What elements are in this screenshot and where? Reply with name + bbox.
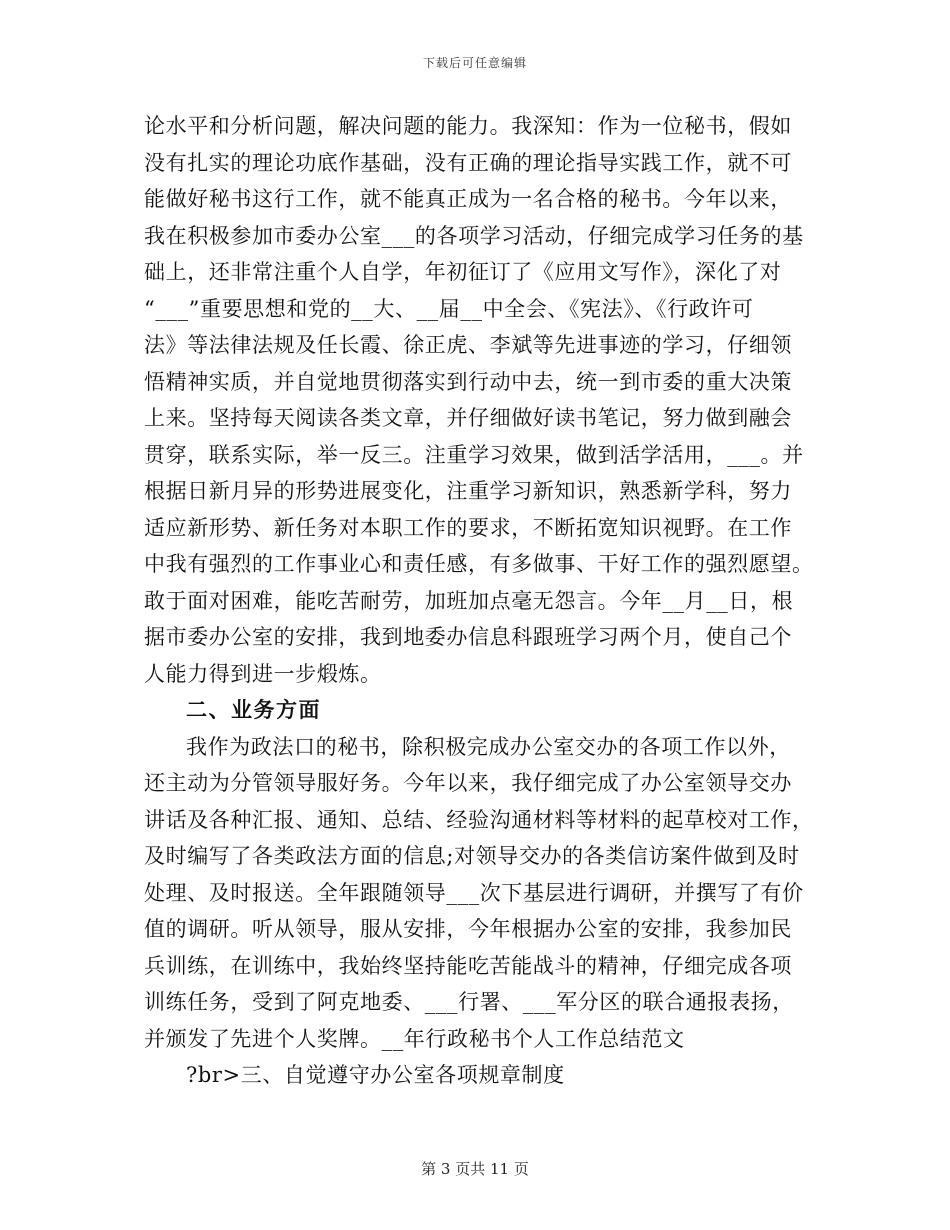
text-line: “___”重要思想和党的__大、__届__中全会、《宪法》、《行政许可 xyxy=(144,296,754,321)
page-header: 下载后可任意编辑 xyxy=(422,56,527,70)
text-line: 我在积极参加市委办公室___的各项学习活动，仔细完成学习任务的基 xyxy=(144,223,804,248)
text-line: 贯穿，联系实际，举一反三。注重学习效果，做到活学活用，___。并 xyxy=(144,442,804,467)
text-line: 根据日新月异的形势进展变化，注重学习新知识，熟悉新学科，努力 xyxy=(144,479,792,503)
text-line: 我作为政法口的秘书，除积极完成办公室交办的各项工作以外， xyxy=(186,734,791,759)
text-line: 讲话及各种汇报、通知、总结、经验沟通材料等材料的起草校对工作， xyxy=(144,807,814,832)
text-line: 能做好秘书这行工作，就不能真正成为一名合格的秘书。今年以来， xyxy=(144,187,792,211)
text-line: 训练任务，受到了阿克地委、___行署、___军分区的联合通报表扬， xyxy=(144,990,794,1014)
text-line: 并颁发了先进个人奖牌。__年行政秘书个人工作总结范文 xyxy=(144,1026,685,1051)
text-line: 兵训练，在训练中，我始终坚持能吃苦能战斗的精神，仔细完成各项 xyxy=(144,953,792,978)
page-footer: 第 3 页共 11 页 xyxy=(421,1160,529,1178)
text-line: 还主动为分管领导服好务。今年以来，我仔细完成了办公室领导交办 xyxy=(144,771,792,795)
text-line: 没有扎实的理论功底作基础，没有正确的理论指导实践工作，就不可 xyxy=(144,150,792,175)
text-line: 础上，还非常注重个人自学，年初征订了《应用文写作》，深化了对 xyxy=(144,260,782,284)
text-line: 人能力得到进一步煅炼。 xyxy=(144,661,382,686)
text-line: 处理、及时报送。全年跟随领导___次下基层进行调研，并撰写了有价 xyxy=(144,880,804,905)
text-line: 据市委办公室的安排，我到地委办信息科跟班学习两个月，使自己个 xyxy=(144,625,792,649)
text-line: 中我有强烈的工作事业心和责任感，有多做事、干好工作的强烈愿望。 xyxy=(144,552,814,576)
text-line: 敢于面对困难，能吃苦耐劳，加班加点毫无怨言。今年__月__日，根 xyxy=(144,588,794,613)
text-line: 值的调研。听从领导，服从安排，今年根据办公室的安排，我参加民 xyxy=(144,917,792,941)
text-line: 上来。坚持每天阅读各类文章，并仔细做好读书笔记，努力做到融会 xyxy=(144,406,792,430)
document-body xyxy=(144,108,814,1094)
text-line: 及时编写了各类政法方面的信息;对领导交办的各类信访案件做到及时 xyxy=(144,844,800,868)
text-line: 适应新形势、新任务对本职工作的要求，不断拓宽知识视野。在工作 xyxy=(144,515,792,540)
text-line: ?br>三、自觉遵守办公室各项规章制度 xyxy=(186,1063,565,1087)
text-line: 悟精神实质，并自觉地贯彻落实到行动中去，统一到市委的重大决策 xyxy=(144,369,792,394)
text-line: 法》等法律法规及任长霞、徐正虎、李斌等先进事迹的学习，仔细领 xyxy=(144,333,792,357)
text-line: 论水平和分析问题，解决问题的能力。我深知：作为一位秘书，假如 xyxy=(144,114,792,138)
section-heading: 二、业务方面 xyxy=(186,698,321,722)
